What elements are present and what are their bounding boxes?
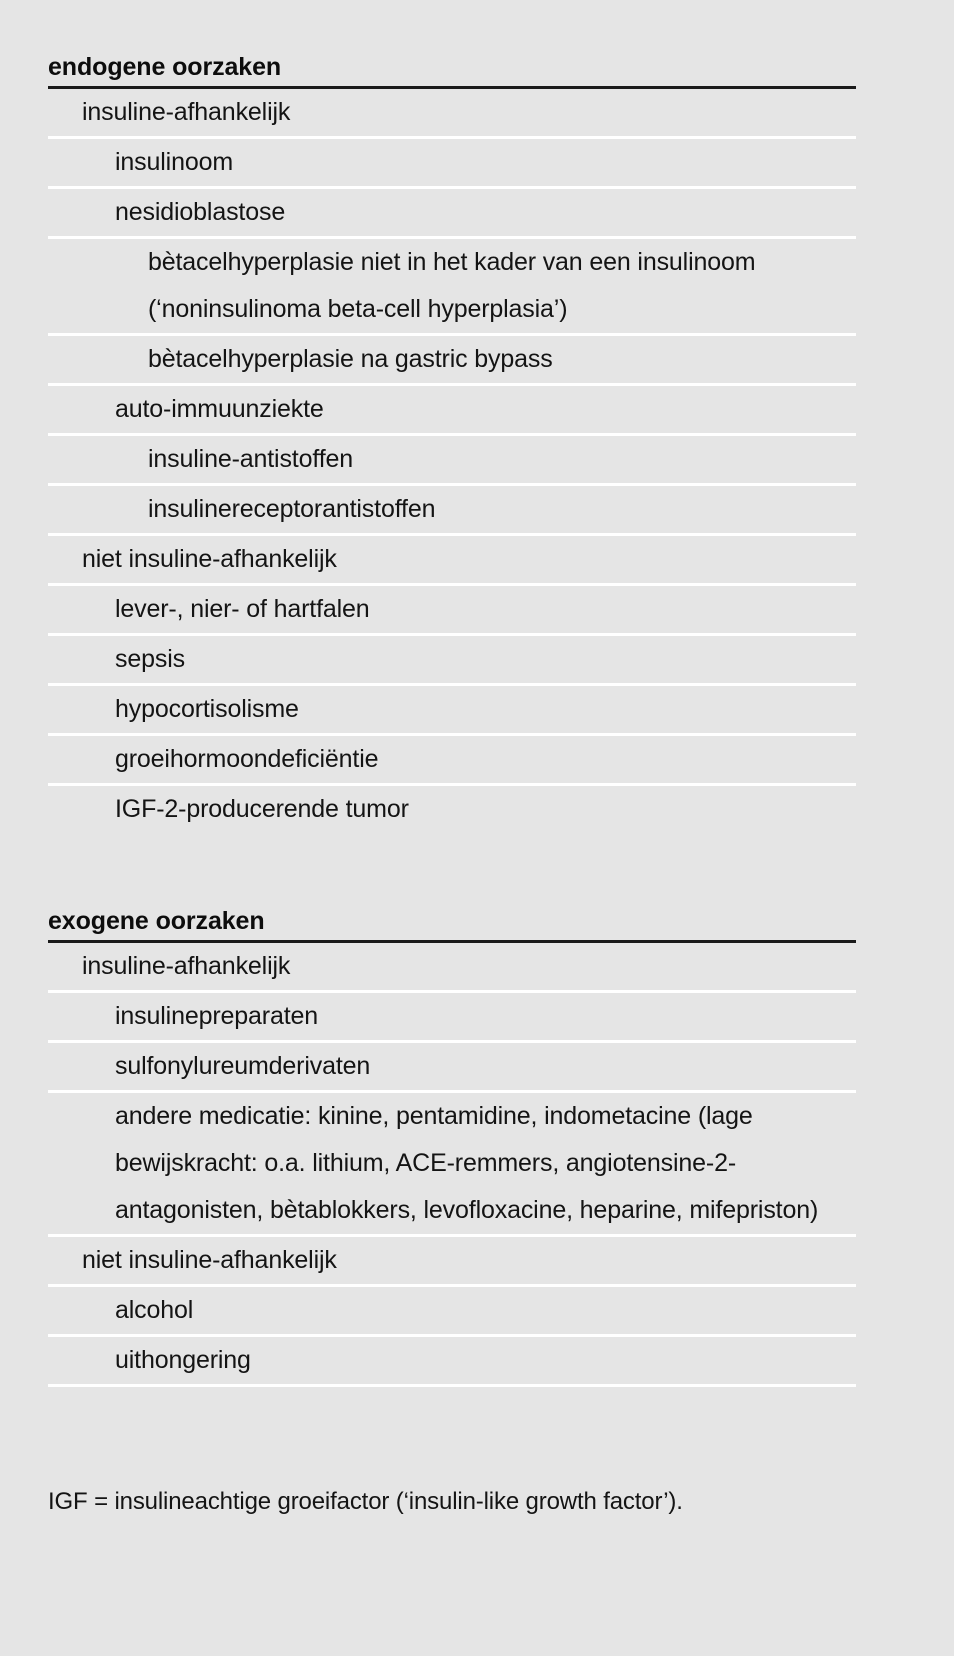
table-row [48,1337,856,1387]
table-row-label: niet insuline-afhankelijk [82,1246,337,1274]
table-row-label: insuline-antistoffen [148,445,354,473]
table-row-label: bètacelhyperplasie na gastric bypass [148,345,553,373]
table-row [48,1043,856,1093]
table-row [48,336,856,386]
table-row-label: auto-immuunziekte [115,395,324,423]
table-row [48,536,856,586]
table-row-label: niet insuline-afhankelijk [82,545,337,573]
section-exogene [48,906,856,1387]
table-row [48,686,856,736]
table-row-label: uithongering [115,1346,251,1374]
table-row [48,736,856,786]
table-row-label: sulfonylureumderivaten [115,1052,371,1080]
table-row-label: IGF-2-producerende tumor [115,795,409,823]
table-row-label: alcohol [115,1296,194,1324]
table-row-label: bètacelhyperplasie niet in het kader van een insulinoom (‘noninsulinoma beta-cell hyperplasia’) [148,248,756,323]
table-row [48,586,856,636]
footnote-area [48,1486,856,1518]
table-row-label: groeihormoondeficiëntie [115,745,379,773]
section-header-endogene: endogene oorzaken [48,53,282,81]
table-row [48,943,856,993]
table-row [48,1237,856,1287]
footnote-text: IGF = insulineachtige groeifactor (‘insulin-like growth factor’). [48,1488,683,1515]
table-row [48,139,856,189]
table-row-label: andere medicatie: kinine, pentamidine, indometacine (lage bewijskracht: o.a. lithium, ACE-remmers, angiotensine-2-antagonisten, bètablokkers, levofloxacine, heparine, mifepriston) [115,1102,819,1224]
table-row [48,386,856,436]
section-header-exogene: exogene oorzaken [48,907,265,935]
table-row-label: hypocortisolisme [115,695,299,723]
table-row-label: insulinepreparaten [115,1002,319,1030]
table-row [48,993,856,1043]
table-row-label: insuline-afhankelijk [82,952,291,980]
table-row [48,486,856,536]
section-row-list [48,89,856,836]
table-row [48,636,856,686]
table-row [48,89,856,139]
table-row-label: sepsis [115,645,185,673]
section-endogene [48,52,856,836]
table-row [48,786,856,836]
table-row [48,239,856,336]
table-row-label: lever-, nier- of hartfalen [115,595,370,623]
section-row-list [48,943,856,1387]
table-row [48,1093,856,1237]
table-row-label: insulinoom [115,148,234,176]
table-row-label: insulinereceptorantistoffen [148,495,436,523]
table-row-label: insuline-afhankelijk [82,98,291,126]
table-row [48,189,856,239]
table-row [48,436,856,486]
table-row [48,1287,856,1337]
table-row-label: nesidioblastose [115,198,286,226]
